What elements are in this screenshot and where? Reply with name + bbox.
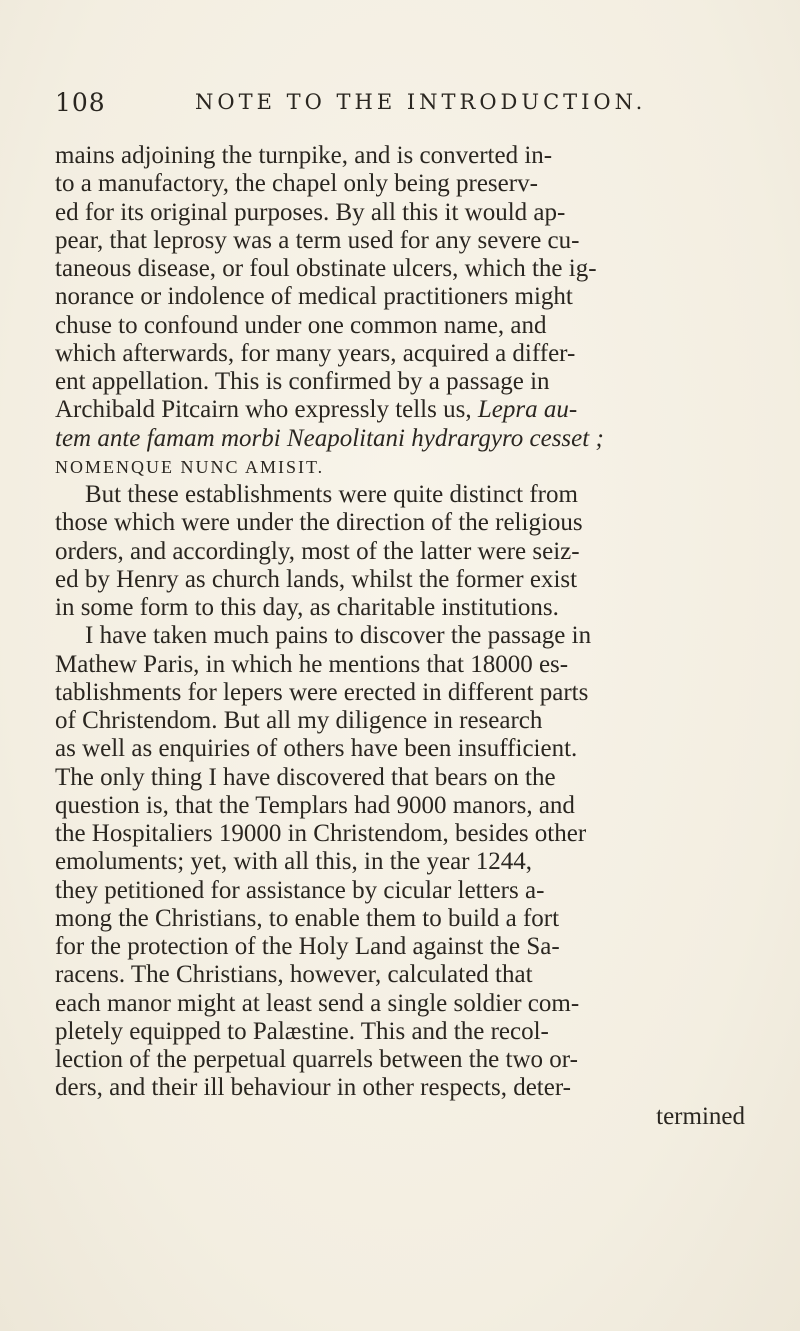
paragraph-start: I have taken much pains to discover the passage in — [85, 622, 592, 650]
text-line: ed by Henry as church lands, whilst the former exist — [55, 565, 578, 593]
text-line: they petitioned for assistance by cicular letters a- — [55, 876, 545, 904]
page-header — [55, 88, 745, 122]
body-text — [55, 142, 745, 1131]
text-line: taneous disease, or foul obstinate ulcers, which the ig- — [55, 255, 597, 282]
text-line: chuse to confound under one common name, and — [55, 311, 547, 339]
latin-quote-start: Lepra au- — [477, 396, 578, 424]
text-line: those which were under the direction of the religious — [55, 509, 583, 537]
text-line: mains adjoining the turnpike, and is converted in- — [55, 142, 553, 169]
text-line: norance or indolence of medical practitioners might — [55, 283, 573, 311]
catchword: termined — [656, 1102, 745, 1130]
text-line: pear, that leprosy was a term used for any severe cu- — [55, 226, 580, 254]
text-line: as well as enquiries of others have been insufficient. — [55, 735, 578, 763]
text-line: mong the Christians, to enable them to build a fort — [55, 904, 560, 932]
text-line: each manor might at least send a single soldier com- — [55, 989, 580, 1017]
text-line: lection of the perpetual quarrels between the two or- — [55, 1046, 578, 1073]
text-line-with-quote — [55, 396, 745, 424]
text-line: ed for its original purposes. By all this it would ap- — [55, 198, 566, 226]
text-line: The only thing I have discovered that bears on the — [55, 763, 556, 791]
paragraph-start: But these establishments were quite distinct from — [85, 481, 578, 508]
text-line: racens. The Christians, however, calculated that — [55, 961, 533, 989]
text-line: Mathew Paris, in which he mentions that 18000 es- — [55, 650, 569, 678]
text-line: of Christendom. But all my diligence in research — [55, 707, 543, 734]
text-line: ders, and their ill behaviour in other respects, deter- — [55, 1074, 571, 1102]
text-line: ent appellation. This is confirmed by a passage in — [55, 368, 550, 395]
text-line: tablishments for lepers were erected in different parts — [55, 678, 589, 706]
text-segment: Archibald Pitcairn who expressly tells us, — [55, 396, 472, 424]
text-line: emoluments; yet, with all this, in the year 1244, — [55, 848, 533, 876]
text-line: question is, that the Templars had 9000 manors, and — [55, 791, 575, 819]
text-line: orders, and accordingly, most of the latter were seiz- — [55, 537, 580, 565]
latin-quote: tem ante famam morbi Neapolitani hydrargyro cesset ; — [55, 424, 604, 452]
text-line: for the protection of the Holy Land against the Sa- — [55, 933, 560, 960]
text-line: pletely equipped to Palæstine. This and the recol- — [55, 1017, 549, 1045]
text-line: which afterwards, for many years, acquired a differ- — [55, 339, 576, 367]
latin-quote-line — [55, 425, 745, 453]
text-line: in some form to this day, as charitable institutions. — [55, 594, 559, 621]
running-head: NOTE TO THE INTRODUCTION. — [195, 90, 647, 114]
text-line: the Hospitaliers 19000 in Christendom, besides other — [55, 820, 587, 847]
text-line: to a manufactory, the chapel only being preserv- — [55, 170, 538, 198]
page-number: 108 — [55, 88, 106, 117]
small-caps-line: NOMENQUE NUNC AMISIT. — [55, 456, 325, 477]
